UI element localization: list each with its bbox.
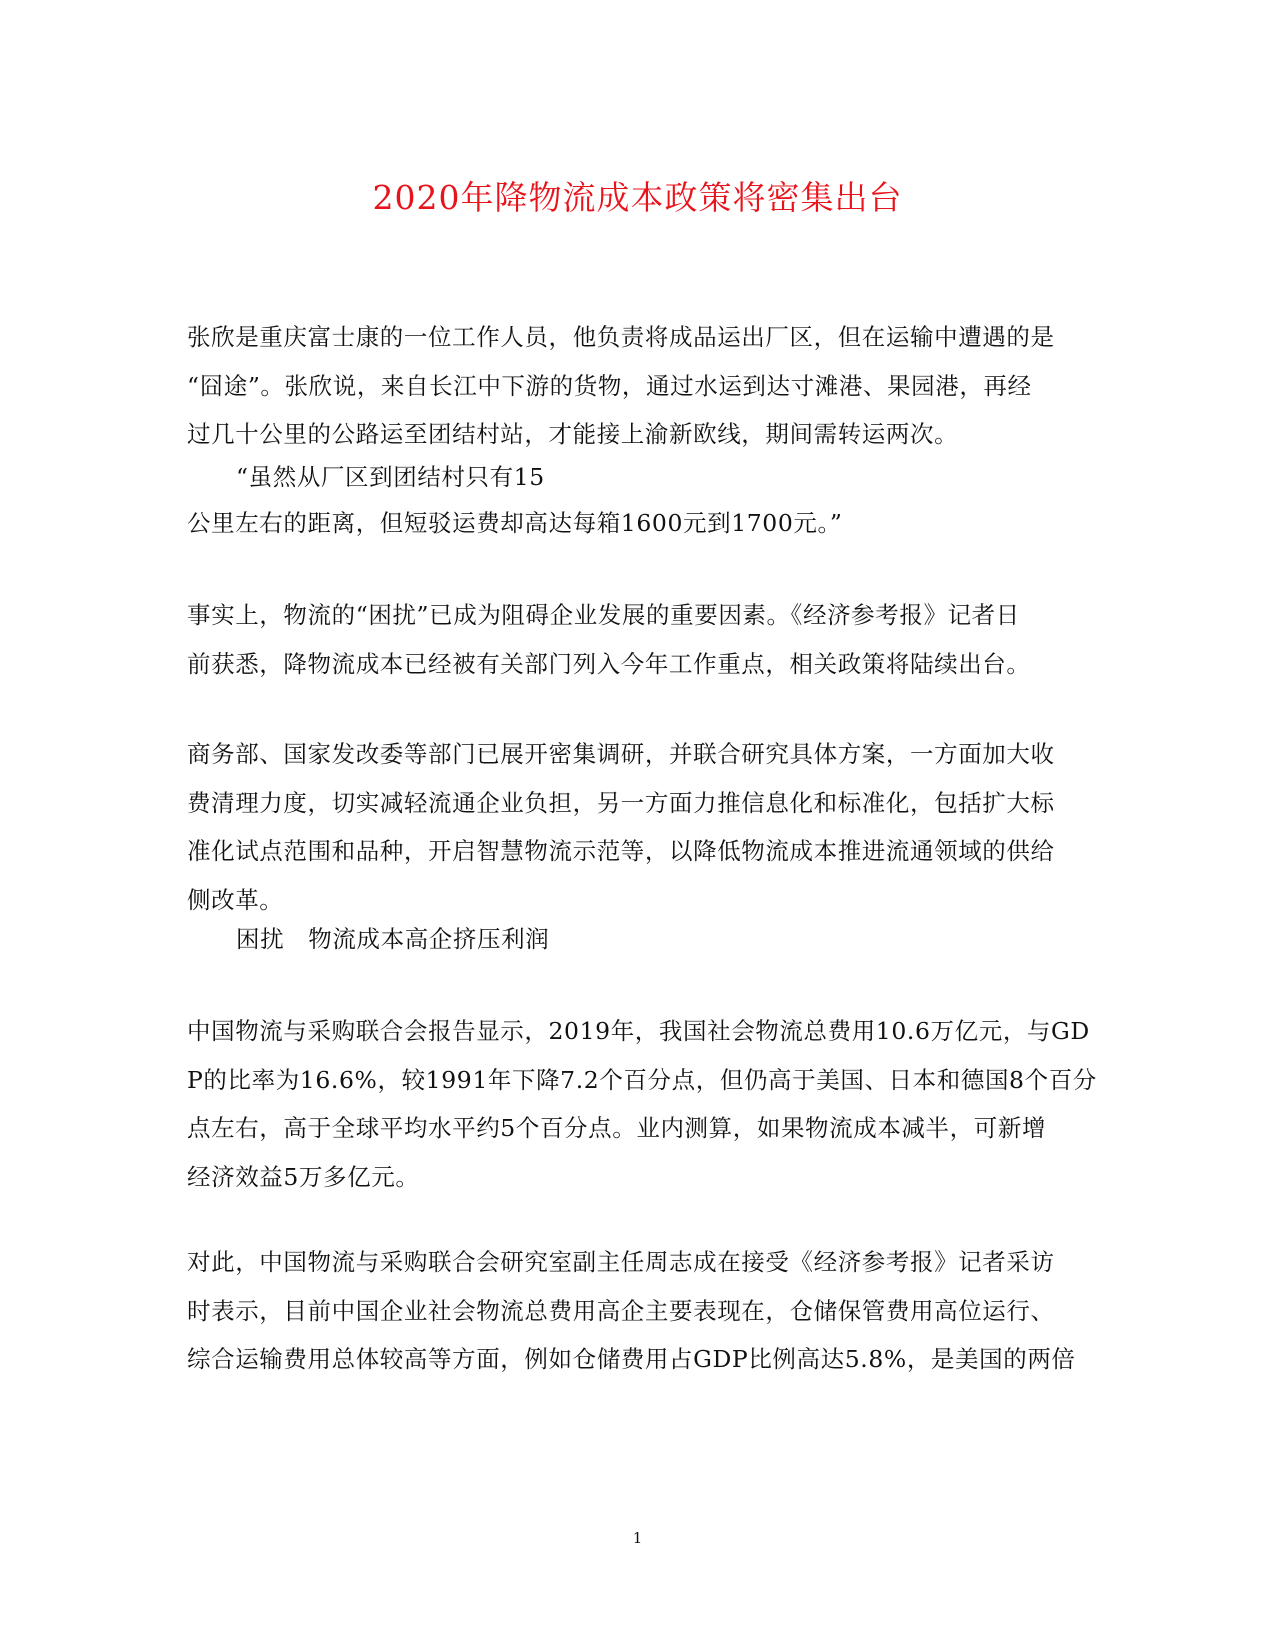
document-title: 2020年降物流成本政策将密集出台 bbox=[372, 178, 903, 217]
paragraph-federation-report bbox=[187, 1007, 1097, 1201]
text-line: “囧途”。张欣说，来自长江中下游的货物，通过水运到达寸滩港、果园港，再经 bbox=[187, 371, 1032, 400]
text-line: 点左右，高于全球平均水平约5个百分点。业内测算，如果物流成本减半，可新增 bbox=[187, 1114, 1047, 1142]
text-line: 费清理力度，切实减轻流通企业负担，另一方面力推信息化和标准化，包括扩大标 bbox=[187, 788, 1055, 817]
section-subheading bbox=[236, 915, 1093, 964]
text-line: 事实上，物流的“困扰”已成为阻碍企业发展的重要因素。《经济参考报》记者日 bbox=[187, 601, 1020, 629]
text-line: 中国物流与采购联合会报告显示，2019年，我国社会物流总费用10.6万亿元，与GD bbox=[187, 1017, 1090, 1045]
text-line: 时表示，目前中国企业社会物流总费用高企主要表现在，仓储保管费用高位运行、 bbox=[187, 1296, 1055, 1325]
subheading-text: 困扰 物流成本高企挤压利润 bbox=[236, 925, 550, 953]
text-line: 对此，中国物流与采购联合会研究室副主任周志成在接受《经济参考报》记者采访 bbox=[187, 1248, 1055, 1276]
text-line: 准化试点范围和品种，开启智慧物流示范等，以降低物流成本推进流通领域的供给 bbox=[187, 837, 1055, 865]
text-line: 张欣是重庆富士康的一位工作人员，他负责将成品运出厂区，但在运输中遭遇的是 bbox=[187, 323, 1055, 351]
text-line: 公里左右的距离，但短驳运费却高达每箱1600元到1700元。” bbox=[187, 509, 843, 537]
text-line: 综合运输费用总体较高等方面，例如仓储费用占GDP比例高达5.8%，是美国的两倍 bbox=[187, 1345, 1076, 1373]
text-line: “虽然从厂区到团结村只有15 bbox=[236, 463, 545, 491]
text-line: 商务部、国家发改委等部门已展开密集调研，并联合研究具体方案，一方面加大收 bbox=[187, 740, 1055, 768]
quote-line-first bbox=[236, 453, 1093, 502]
page-number: 1 bbox=[632, 1529, 643, 1547]
quote-line-second bbox=[187, 499, 1093, 548]
paragraph-ministry-research bbox=[187, 730, 1093, 924]
paragraph-zhangxin-intro bbox=[187, 313, 1093, 459]
text-line: 侧改革。 bbox=[187, 885, 284, 914]
paragraph-zhou-interview bbox=[187, 1238, 1093, 1384]
text-line: 经济效益5万多亿元。 bbox=[187, 1162, 420, 1191]
text-line: P的比率为16.6%，较1991年下降7.2个百分点，但仍高于美国、日本和德国8个百分 bbox=[187, 1065, 1097, 1094]
paragraph-logistics-trouble bbox=[187, 591, 1093, 688]
text-line: 前获悉，降物流成本已经被有关部门列入今年工作重点，相关政策将陆续出台。 bbox=[187, 649, 1031, 678]
text-line: 过几十公里的公路运至团结村站，才能接上渝新欧线，期间需转运两次。 bbox=[187, 420, 959, 448]
